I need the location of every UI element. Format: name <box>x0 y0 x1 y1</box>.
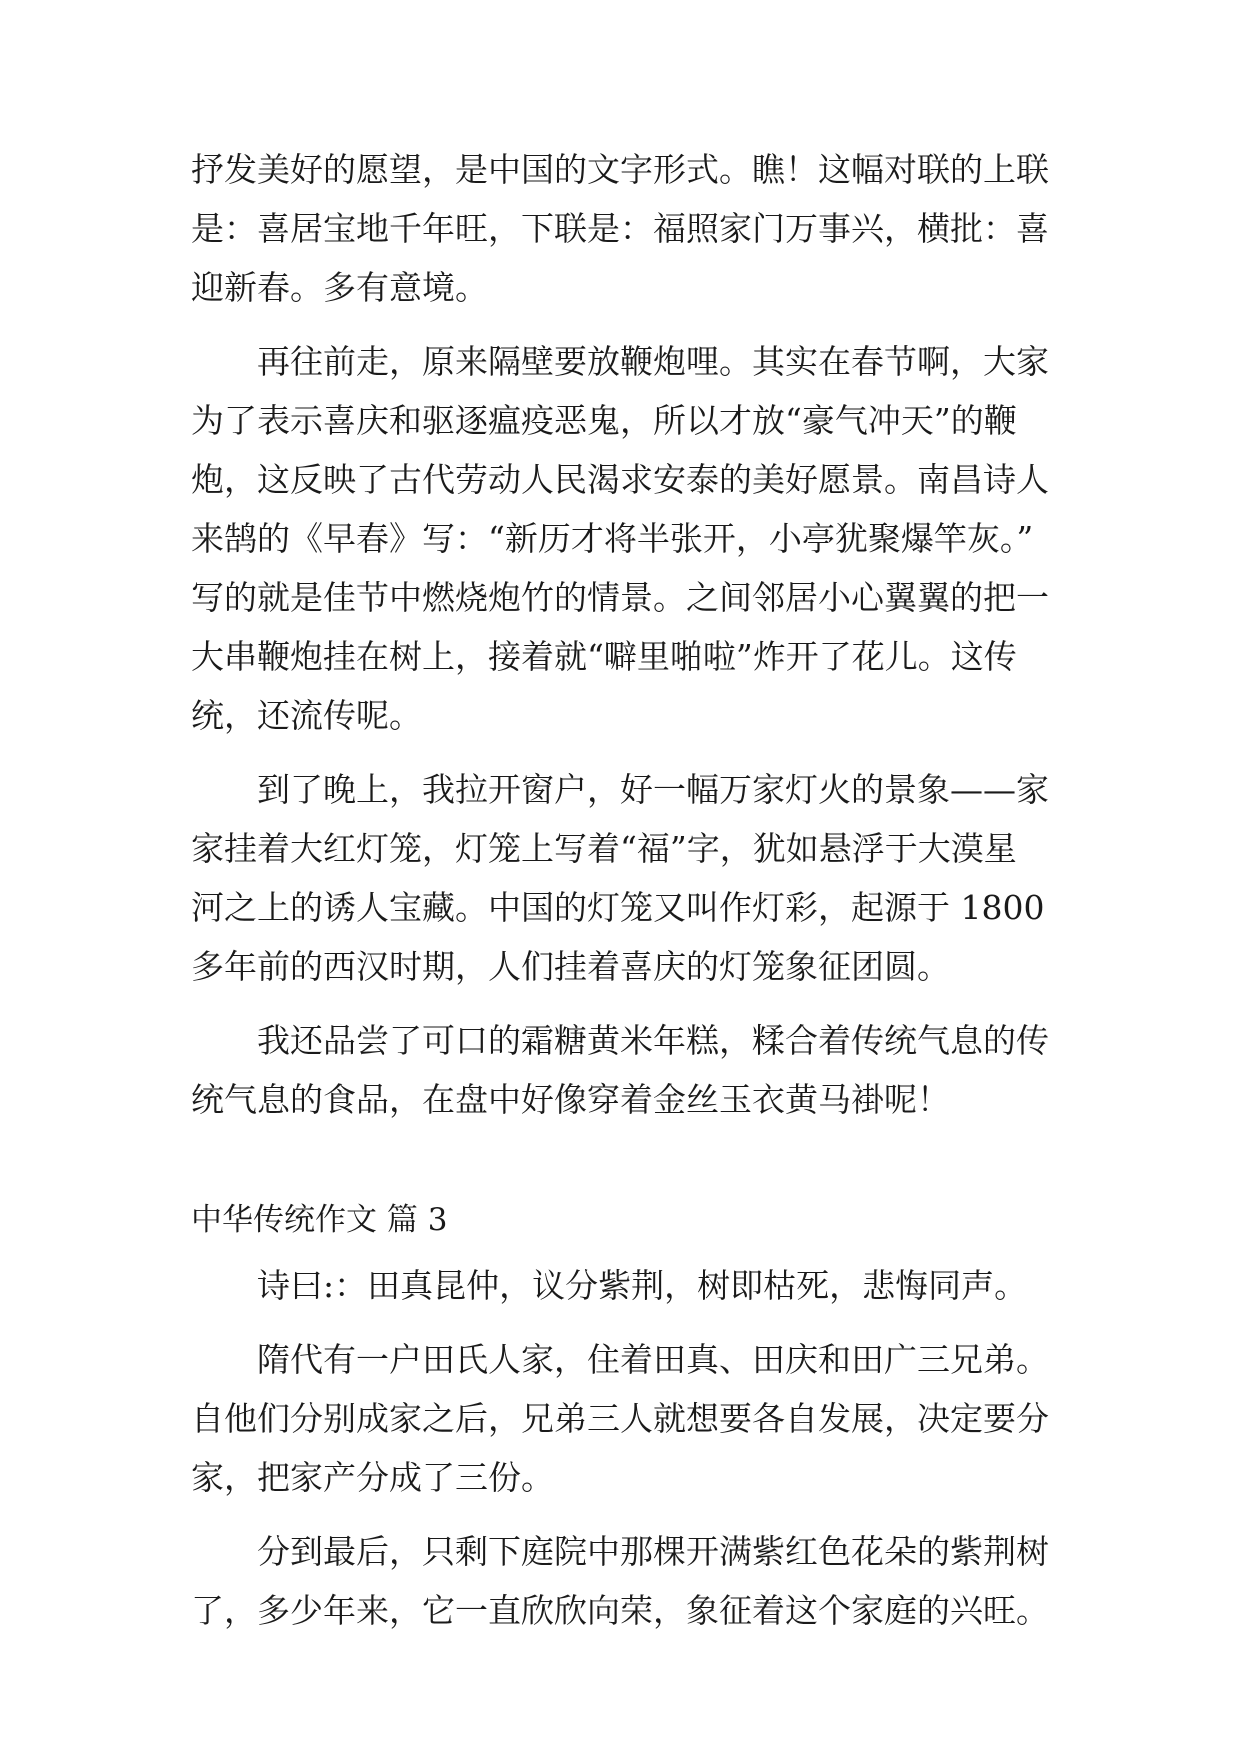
paragraph-line: 河之上的诱人宝藏。中国的灯笼又叫作灯彩，起源于 1800 <box>191 888 1045 927</box>
paragraph-line: 统气息的食品，在盘中好像穿着金丝玉衣黄马褂呢！ <box>191 1080 950 1119</box>
paragraph-line: 迎新春。多有意境。 <box>191 268 488 307</box>
paragraph-line: 多年前的西汉时期，人们挂着喜庆的灯笼象征团圆。 <box>191 947 950 986</box>
paragraph-line: 抒发美好的愿望，是中国的文字形式。瞧！这幅对联的上联 <box>191 150 1049 189</box>
paragraph-line: 诗曰:：田真昆仲，议分紫荆，树即枯死，悲悔同声。 <box>257 1266 1028 1305</box>
paragraph-line: 炮，这反映了古代劳动人民渴求安泰的美好愿景。南昌诗人 <box>191 460 1049 499</box>
paragraph-line: 为了表示喜庆和驱逐瘟疫恶鬼，所以才放“豪气冲天”的鞭 <box>191 401 1017 440</box>
paragraph-line: 分到最后，只剩下庭院中那棵开满紫红色花朵的紫荆树 <box>257 1532 1049 1571</box>
paragraph-line: 家，把家产分成了三份。 <box>191 1458 554 1497</box>
paragraph-line: 家挂着大红灯笼，灯笼上写着“福”字，犹如悬浮于大漠星 <box>191 829 1017 868</box>
paragraph-line: 了，多少年来，它一直欣欣向荣，象征着这个家庭的兴旺。 <box>191 1591 1049 1630</box>
paragraph-line: 到了晚上，我拉开窗户，好一幅万家灯火的景象——家 <box>257 770 1049 809</box>
paragraph-line: 统，还流传呢。 <box>191 696 422 735</box>
paragraph-line: 自他们分别成家之后，兄弟三人就想要各自发展，决定要分 <box>191 1399 1049 1438</box>
paragraph-line: 再往前走，原来隔壁要放鞭炮哩。其实在春节啊，大家 <box>257 342 1049 381</box>
paragraph-line: 写的就是佳节中燃烧炮竹的情景。之间邻居小心翼翼的把一 <box>191 578 1049 617</box>
section-heading: 中华传统作文 篇 3 <box>191 1202 448 1238</box>
paragraph-line: 大串鞭炮挂在树上，接着就“噼里啪啦”炸开了花儿。这传 <box>191 637 1017 676</box>
paragraph-line: 我还品尝了可口的霜糖黄米年糕，糅合着传统气息的传 <box>257 1021 1049 1060</box>
paragraph-line: 隋代有一户田氏人家，住着田真、田庆和田广三兄弟。 <box>257 1340 1049 1379</box>
paragraph-line: 是：喜居宝地千年旺，下联是：福照家门万事兴，横批：喜 <box>191 209 1049 248</box>
paragraph-line: 来鹄的《早春》写：“新历才将半张开，小亭犹聚爆竿灰。” <box>191 519 1034 558</box>
